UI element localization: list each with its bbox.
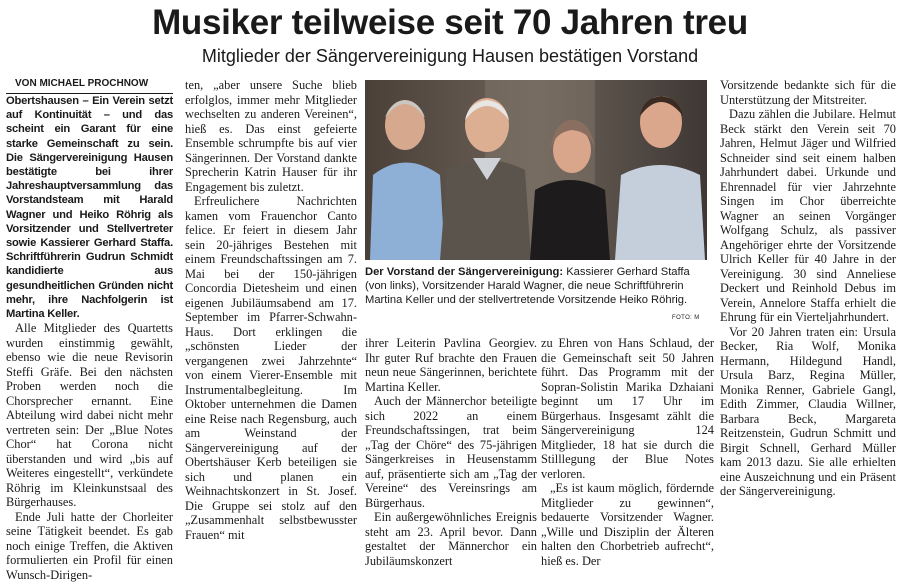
subheadline: Mitglieder der Sängervereinigung Hausen bestätigen Vorstand	[201, 46, 699, 66]
paragraph: Erfreulichere Nachrichten kamen vom Frauenchor Canto felice. Er feiert in diesem Jahr sein 20-jähriges Bestehen mit einem Freundschaftssingen am 7. Mai bei der 150-jährigen Concordia Dietesheim und einen eigenen Jubiläumsabend am 17. September im Pfarrer-Schwahn-Haus. Dort erklingen die „schönsten Lieder der vergangenen zwei Jahrzehnte“ von einem Vierer-Ensemble mit Instrumentalbegleitung. Im Oktober unternehmen die Damen eine Reise nach Regensburg, auch am Weinstand der Sängervereinigung auf der Obertshäuser Kerb beteiligen sie sich und planen ein Weihnachtskonzert in St. Josef. Die Gruppe sei stolz auf den „Zusammenhalt selbstbewusster Frauen“ mit	[185, 194, 357, 542]
group-photo	[365, 80, 707, 260]
paragraph: Alle Mitglieder des Quartetts wurden einstimmig gewählt, ebenso wie die neue Revisorin Steffi Gräfe. Bei den nächsten Proben werden noch die Chorsprecher ernannt. Eine Abteilung wird dabei nicht mehr vertreten sein: Der „Blue Notes Chor“ hat Corona nicht überstanden und wird „bis auf Weiteres eingestellt“, verkündete Röhrig im Kleinkunstsaal des Bürgerhauses.	[6, 321, 173, 510]
group-photo-image	[365, 80, 707, 260]
column-1	[6, 78, 173, 582]
paragraph: zu Ehren von Hans Schlaud, der die Gemeinschaft seit 50 Jahren führt. Das Programm mit der Sopran-Solistin Marika Dzhaiani beginnt um 17 Uhr im Bürgerhaus. Insgesamt zählt die Sängervereinigung 124 Mitglieder, 18 hat sie durch die Stilllegung der Blue Notes verloren.	[541, 336, 714, 481]
photo-caption	[365, 265, 707, 307]
paragraph: ihrer Leiterin Pavlina Georgiev. Ihr guter Ruf brachte den Frauen neun neue Sängerinnen, berichtete Martina Keller.	[365, 336, 537, 394]
paragraph: Vor 20 Jahren traten ein: Ursula Becker, Ria Wolf, Monika Hermann, Hildegund Handl, Ursula Barz, Regina Müller, Monika Renner, Gabriele Gangl, Edith Zimmer, Claudia Willner, Barbara Beck, Margareta Reitzenstein, Gudrun Schmitt und Birgit Schnell, Gerhard Müller kam 2013 dazu. Sie alle erhielten eine Auszeichnung und ein Präsent der Sängervereinigung.	[720, 324, 896, 498]
column-4	[541, 336, 714, 568]
caption-text: Kassierer Gerhard Staffa (von links), Vorsitzender Harald Wagner, die neue Schriftführerin Martina Keller und der stellvertretende Vorsitzende Heiko Röhrig.	[365, 266, 690, 306]
paragraph: Ende Juli hatte der Chorleiter seine Tätigkeit beendet. Es gab noch einige Treffen, die Aktiven formulierten ein Profil für einen Wunsch-Dirigen-	[6, 509, 173, 582]
column-5	[720, 78, 896, 499]
paragraph: „Es ist kaum möglich, fördernde Mitglieder zu gewinnen“, bedauerte Vorsitzender Wagner. „Wille und Disziplin der Älteren halten den Chorbetrieb aufrecht“, hieß es. Der	[541, 481, 714, 568]
paragraph: Auch der Männerchor beteiligte sich 2022 an einem Freundschaftssingen, trat beim „Tag der Chöre“ des 75-jährigen Sängerkreises in Heusenstamm auf, präsentierte sich am „Tag der Vereine“ des Vereinsrings am Bürgerhaus.	[365, 394, 537, 510]
lead-paragraph: Obertshausen – Ein Verein setzt auf Kontinuität – und das scheint ein Garant für eine starke Gemeinschaft zu sein. Die Sängervereinigung Hausen bestätigte bei ihrer Jahreshauptversammlung das Vorstandsteam mit Harald Wagner und Heiko Röhrig als Vorsitzender und Stellvertreter sowie Kassierer Gerhard Staffa. Schriftführerin Gudrun Schmidt kandidierte aus gesundheitlichen Gründen nicht mehr, ihre Nachfolgerin ist Martina Keller.	[6, 95, 173, 321]
photo-credit: FOTO: M	[672, 315, 700, 321]
paragraph: Ein außergewöhnliches Ereignis steht am 23. April bevor. Dann gestaltet der Männerchor ein Jubiläumskonzert	[365, 510, 537, 568]
paragraph: ten, „aber unsere Suche blieb erfolglos, immer mehr Mitglieder wechselten zu anderen Vereinen“, hieß es. Das einst gefeierte Ensemble schrumpfte bis auf vier Sängerinnen. Der Vorstand dankte Sprecherin Katrin Hauser für ihr Engagement bis zuletzt.	[185, 78, 357, 194]
column-2	[185, 78, 357, 542]
caption-title: Der Vorstand der Sängervereinigung:	[365, 266, 564, 278]
paragraph: Dazu zählen die Jubilare. Helmut Beck stärkt den Verein seit 70 Jahren, Helmut Jäger und Wilfried Schneider sind seit einem halben Jahrhundert dabei. Urkunde und Ehrennadel für vier Jahrzehnte Singen im Chor überreichte Wagner an seinen Vorgänger Wolfgang Schulz, als passiver Angehöriger ehrte der Vorsitzende Ulrich Keller für 40 Jahre in der Vereinigung. 30 sind Anneliese Deckert und Reinhold Debus im Verein, Annelore Staffa erhielt die Ehrung für ein Vierteljahrhundert.	[720, 107, 896, 324]
headline: Musiker teilweise seit 70 Jahren treu	[152, 3, 748, 42]
paragraph: Vorsitzende bedankte sich für die Unterstützung der Mitstreiter.	[720, 78, 896, 107]
column-3	[365, 336, 537, 568]
byline: VON MICHAEL PROCHNOW	[6, 78, 173, 94]
